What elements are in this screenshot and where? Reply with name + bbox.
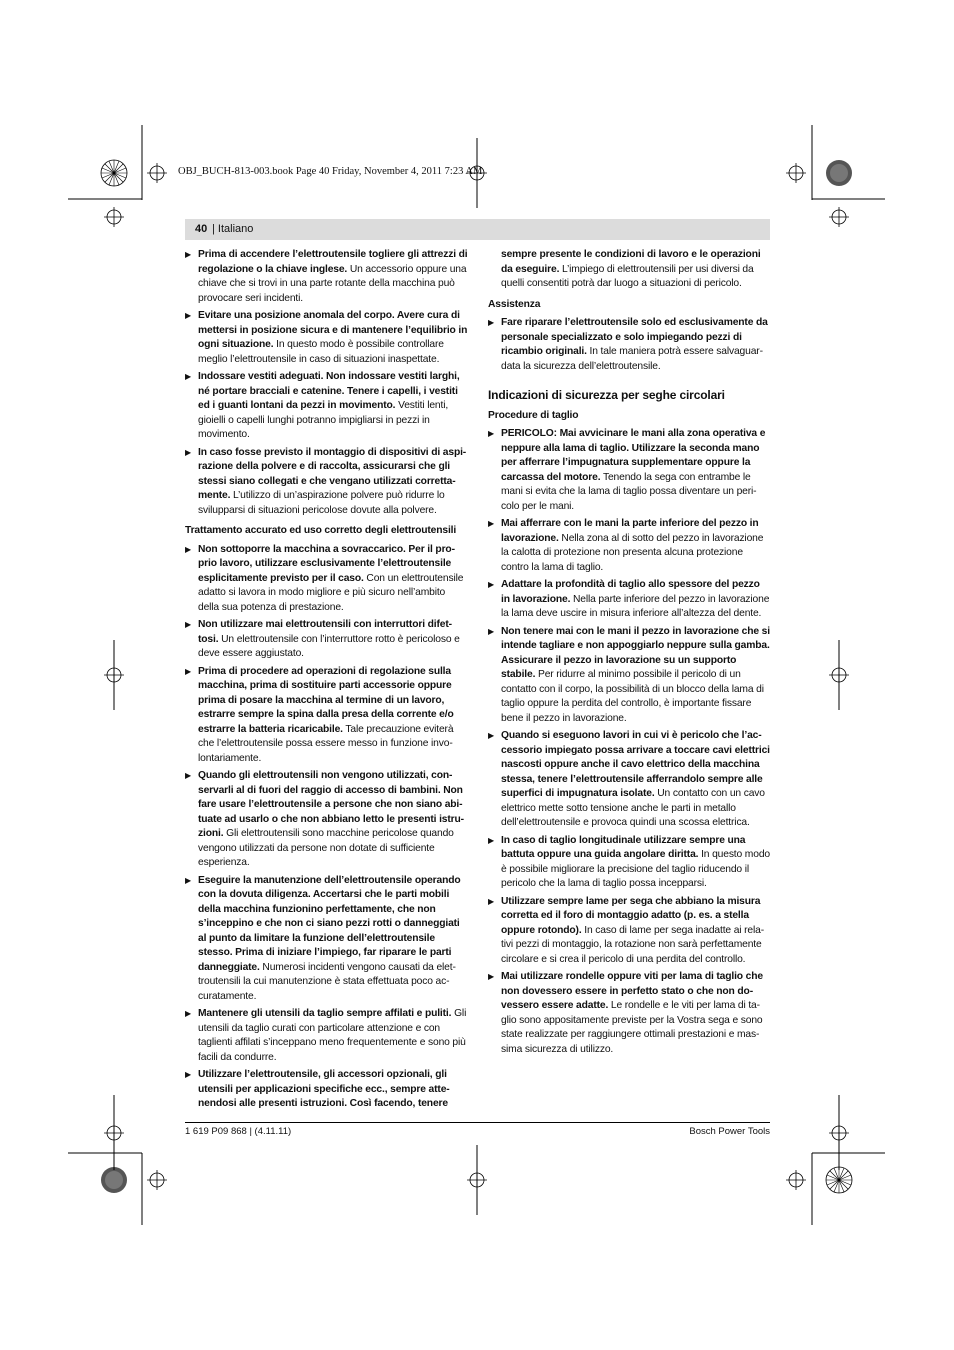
item-bold: Quando gli elettroutensili non vengono utilizzati, conservarli al di fuori del raggio di accesso di bambini. Non fare usare l’elettroutensile a persone che non siano abituate ad usarlo o che non abbiano letto le presenti istruzioni.	[198, 770, 465, 839]
list-item	[185, 543, 468, 616]
file-header: OBJ_BUCH-813-003.book Page 40 Friday, November 4, 2011 7:23 AM	[178, 166, 483, 177]
language-label: Italiano	[217, 223, 254, 235]
item-text: Gli elettroutensili sono macchine pericolose quando vengono utilizzati da persone non dotate di sufficiente esperienza.	[198, 828, 454, 868]
page-number: 40	[195, 223, 208, 235]
continuation-paragraph	[488, 248, 771, 292]
footer-doc-number: 1 619 P09 868 | (4.11.11)	[185, 1126, 292, 1137]
item-text: In questo modo è possibile controllare meglio l’elettroutensile in caso di situazioni inaspettate.	[198, 339, 444, 365]
radial-target-bottom-right-icon	[826, 1167, 852, 1193]
item-text: Numerosi incidenti vengono causati da elettroutensili la cui manutenzione è stata effettuata poco accuratamente.	[198, 961, 456, 1002]
page-language: | Italiano	[212, 223, 254, 235]
bullet-arrow-icon: ▶	[185, 447, 192, 457]
bullet-arrow-icon: ▶	[488, 972, 495, 981]
item-text: Tenendo la sega con entrambe le mani si evita che la lama di taglio possa diventare un pericolo per le mani.	[501, 471, 757, 512]
bullet-arrow-icon: ▶	[488, 318, 495, 327]
bullet-arrow-icon: ▶	[488, 835, 495, 845]
assist-items	[488, 316, 771, 374]
subheading: Trattamento accurato ed uso corretto degli elettroutensili	[185, 525, 457, 536]
item-bold: Evitare una posizione anomala del corpo. Avere cura di mettersi in posizione sicura e di mantenere l’equilibrio in ogni situazione.	[198, 310, 468, 350]
item-text: Gli utensili da taglio curati con particolare attenzione e con taglienti affilati s’inceppano meno frequentemente e sono più facili da condurre.	[198, 1008, 467, 1063]
item-bold: Prima di accendere l’elettroutensile togliere gli attrezzi di regolazione o la chiave inglese.	[198, 249, 468, 275]
bullet-arrow-icon: ▶	[185, 771, 192, 780]
item-bold: Utilizzare sempre lame per sega che abbiano la misura corretta ed il foro di montaggio adatto (p. es. a stella oppure rotondo).	[501, 895, 761, 936]
item-bold: Mantenere gli utensili da taglio sempre affilati e puliti.	[198, 1008, 452, 1019]
item-text: L’utilizzo di un’aspirazione polvere può ridurre lo svilupparsi di situazioni pericolose dovute alla polvere.	[198, 490, 445, 516]
radial-target-top-left-icon	[101, 160, 127, 186]
bullet-arrow-icon: ▶	[185, 1009, 192, 1018]
procedure-items	[488, 427, 771, 1057]
items-a	[185, 248, 468, 518]
list-item	[488, 427, 771, 514]
bullet-arrow-icon: ▶	[185, 666, 192, 676]
list-item	[185, 248, 468, 306]
item-bold: Prima di procedere ad operazioni di regolazione sulla macchina, prima di sostituire parti accessorie oppure prima di posare la macchina al termine di un lavoro, estrarre sempre la spina dalla presa della corrente e/o estrarre la batteria ricaricabile.	[198, 665, 454, 735]
item-text: Tale precauzione eviterà che l’elettroutensile possa essere messo in funzione involontariamente.	[198, 723, 454, 764]
item-bold: Non sottoporre la macchina a sovraccarico. Per il proprio lavoro, utilizzare esclusivamente l’elettroutensile esplicitamente previsto per il caso.	[198, 543, 456, 584]
list-item	[185, 769, 468, 871]
item-text: Vestiti lenti, gioielli o capelli lunghi potranno impigliarsi in pezzi in movimento.	[198, 400, 449, 440]
item-text: Con un elettroutensile adatto si lavora in modo migliore e più sicuro nell’ambito della sua potenza di prestazione.	[198, 572, 464, 613]
list-item	[488, 970, 771, 1057]
item-bold: Utilizzare l’elettroutensile, gli accessori opzionali, gli utensili per applicazioni specifiche ecc., sempre attenendosi alle presenti istruzioni. Così facendo, tenere	[198, 1069, 450, 1109]
bullet-arrow-icon: ▶	[488, 429, 495, 438]
item-bold: Eseguire la manutenzione dell’elettroutensile operando con la dovuta diligenza. Accertarsi che le parti mobili della macchina funzionino perfettamente, che non s’inceppino e che non ci siano pezzi rotti o danneggiati al punto da limitare la funzione dell’elettroutensile stesso. Prima di iniziare l’impiego, far riparare le parti danneggiate.	[198, 874, 461, 973]
list-item	[488, 625, 771, 727]
list-item	[185, 370, 468, 443]
items-b	[185, 543, 468, 1112]
footer-rule	[185, 1122, 770, 1123]
bullet-arrow-icon: ▶	[488, 731, 495, 740]
item-text: Per ridurre al minimo possibile il pericolo di un contatto con il corpo, la possibilità di un blocco della lama di taglio oppure la perdita del controllo, è importante fissare bene il pezzo in lavorazione.	[501, 669, 764, 724]
list-item	[185, 446, 468, 519]
list-item	[488, 578, 771, 622]
item-text: Le rondelle e le viti per lama di taglio sono appositamente previste per la Vostra sega e sono state realizzate per raggiungere ottimali prestazioni e massima sicurezza di utilizzo.	[501, 1000, 763, 1055]
item-text: Nella parte inferiore del pezzo in lavorazione la lama deve uscire in misura inferiore all’altezza del dente.	[501, 593, 770, 619]
list-item	[488, 316, 771, 374]
solid-target-top-right-icon	[826, 160, 852, 186]
continuation-text: L’impiego di elettroutensili per usi diversi da quelli consentiti potrà dar luogo a situazioni di pericolo.	[501, 263, 754, 289]
item-text: In questo modo è possibile migliorare la precisione del taglio riducendo il pericolo che la lama di taglio possa incepparsi.	[501, 849, 770, 889]
item-bold: In caso fosse previsto il montaggio di dispositivi di aspirazione della polvere e di raccolta, assicurarsi che gli stessi siano collegati e che vengano utilizzati correttamente.	[198, 446, 467, 501]
list-item	[185, 1068, 468, 1112]
assist-heading: Assistenza	[488, 298, 541, 310]
footer-brand: Bosch Power Tools	[689, 1126, 770, 1137]
continuation-bold: sempre presente le condizioni di lavoro e le operazioni da eseguire.	[501, 249, 761, 275]
item-bold: Adattare la profondità di taglio allo spessore del pezzo in lavorazione.	[501, 579, 760, 605]
item-text: In tale maniera potrà essere salvaguardata la sicurezza dell’elettroutensile.	[501, 346, 764, 372]
list-item	[488, 834, 771, 892]
section-heading: Indicazioni di sicurezza per seghe circolari	[488, 388, 725, 402]
right-column	[488, 248, 771, 1060]
solid-target-bottom-left-icon	[101, 1167, 127, 1193]
bullet-arrow-icon: ▶	[185, 620, 192, 629]
item-bold: Mai afferrare con le mani la parte inferiore del pezzo in lavorazione.	[501, 518, 759, 544]
list-item	[185, 874, 468, 1005]
bullet-arrow-icon: ▶	[185, 372, 192, 381]
bullet-arrow-icon: ▶	[488, 580, 495, 589]
bullet-arrow-icon: ▶	[488, 626, 495, 636]
item-bold: Quando si eseguono lavori in cui vi è pericolo che l’accessorio impiegato possa arrivare a toccare cavi elettrici nascosti oppure anche il cavo elettrico della macchina stessa, tenere l’elettroutensile afferrandolo sempre alle superfici di impugnatura isolate.	[501, 730, 770, 799]
bullet-arrow-icon: ▶	[488, 519, 495, 528]
list-item	[185, 618, 468, 662]
item-text: Un contatto con un cavo elettrico mette sotto tensione anche le parti in metallo dell’elettroutensile e provoca quindi una scossa elettrica.	[501, 788, 765, 828]
list-item	[185, 309, 468, 367]
list-item	[185, 1007, 468, 1065]
list-item	[488, 895, 771, 968]
procedure-heading: Procedure di taglio	[488, 409, 579, 421]
bullet-arrow-icon: ▶	[185, 544, 192, 554]
item-bold: Non utilizzare mai elettroutensili con interruttori difettosi.	[198, 619, 453, 645]
item-bold: Non tenere mai con le mani il pezzo in lavorazione che si intende tagliare e non appoggiarlo neppure sulla gamba. Assicurare il pezzo in lavorazione su un supporto stabile.	[501, 625, 770, 680]
item-text: In caso di lame per sega inadatte ai relativi pezzi di montaggio, la rotazione non sarà perfettamente circolare e si crea il pericolo di una perdita del controllo.	[501, 924, 765, 965]
item-text: Un accessorio oppure una chiave che si trovi in una parte rotante della macchina può provocare seri incidenti.	[198, 263, 467, 304]
item-text: Nella zona al di sotto del pezzo in lavorazione la calotta di protezione non presenta alcuna protezione contro la lama di taglio.	[501, 532, 764, 573]
bullet-arrow-icon: ▶	[488, 896, 495, 906]
item-bold: In caso di taglio longitudinale utilizzare sempre una battuta oppure una guida angolare diritta.	[501, 834, 746, 860]
item-bold: PERICOLO: Mai avvicinare le mani alla zona operativa e neppure alla lama di taglio. Utilizzare la seconda mano per afferrare l’impugnatura supplementare oppure la carcassa del motore.	[501, 428, 766, 483]
bullet-arrow-icon: ▶	[185, 250, 192, 259]
item-bold: Mai utilizzare rondelle oppure viti per lama di taglio che non dovessero essere in perfetto stato o che non dovessero essere adatte.	[501, 971, 763, 1011]
list-item	[185, 665, 468, 767]
item-bold: Fare riparare l’elettroutensile solo ed esclusivamente da personale specializzato e solo impiegando pezzi di ricambio originali.	[501, 317, 768, 357]
item-text: Un elettroutensile con l’interruttore rotto è pericoloso e deve essere aggiustato.	[198, 633, 460, 659]
left-column	[185, 248, 468, 1115]
page-header-band	[185, 219, 770, 240]
bullet-arrow-icon: ▶	[185, 875, 192, 885]
bullet-arrow-icon: ▶	[185, 1070, 192, 1079]
list-item	[488, 729, 771, 831]
bullet-arrow-icon: ▶	[185, 311, 192, 320]
list-item	[488, 517, 771, 575]
item-bold: Indossare vestiti adeguati. Non indossare vestiti larghi, né portare bracciali e catenine. Tenere i capelli, i vestiti ed i guanti lontani da pezzi in movimento.	[198, 371, 460, 411]
